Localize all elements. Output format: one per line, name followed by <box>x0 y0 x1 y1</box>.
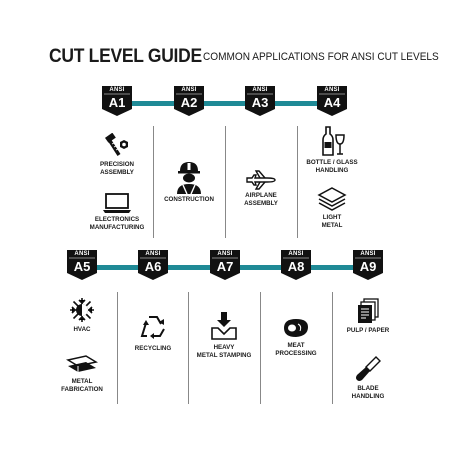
app-bottle-glass-handling <box>292 125 372 175</box>
app-construction <box>149 160 229 204</box>
app-label: RECYCLING <box>134 345 172 352</box>
app-label: ELECTRONICS MANUFACTURING <box>89 216 145 231</box>
app-blade-handling <box>328 355 408 401</box>
badge-level: A2 <box>180 95 198 110</box>
timeline-bar-row1 <box>117 101 327 106</box>
badge-a7 <box>210 250 240 280</box>
app-heavy-metal-stamping <box>184 310 264 360</box>
badge-level: A3 <box>251 95 269 110</box>
badge-level: A7 <box>216 259 234 274</box>
badge-a6 <box>138 250 168 280</box>
utility-knife-icon <box>354 355 382 383</box>
app-recycling <box>113 313 193 353</box>
app-precision-assembly <box>77 133 157 177</box>
app-label: HVAC <box>73 326 91 333</box>
badge-level: A8 <box>287 259 305 274</box>
metal-sheets-icon <box>317 186 347 212</box>
badge-prefix: ANSI <box>109 87 125 93</box>
badge-prefix: ANSI <box>252 87 268 93</box>
app-airplane-assembly <box>221 170 301 208</box>
app-label: PULP / PAPER <box>346 327 390 334</box>
app-pulp-paper <box>328 297 408 335</box>
paper-stack-icon <box>355 297 381 325</box>
app-label: CONSTRUCTION <box>164 196 214 203</box>
badge-prefix: ANSI <box>217 251 233 257</box>
laptop-icon <box>102 192 132 214</box>
app-hvac <box>42 296 122 334</box>
app-label: BLADE HANDLING <box>351 385 385 400</box>
hvac-icon <box>68 296 96 324</box>
app-light-metal <box>292 186 372 230</box>
app-label: MEAT PROCESSING <box>275 342 317 357</box>
badge-prefix: ANSI <box>324 87 340 93</box>
steak-icon <box>280 316 312 340</box>
app-label: PRECISION ASSEMBLY <box>99 161 135 176</box>
app-label: BOTTLE / GLASS HANDLING <box>306 159 358 174</box>
badge-level: A6 <box>144 259 162 274</box>
badge-prefix: ANSI <box>288 251 304 257</box>
app-label: LIGHT METAL <box>321 214 343 229</box>
badge-a4 <box>317 86 347 116</box>
airplane-icon <box>245 170 277 190</box>
badge-a9 <box>353 250 383 280</box>
badge-prefix: ANSI <box>145 251 161 257</box>
badge-a8 <box>281 250 311 280</box>
badge-prefix: ANSI <box>74 251 90 257</box>
bolt-nut-icon <box>103 133 131 159</box>
badge-a1 <box>102 86 132 116</box>
page-title: CUT LEVEL GUIDE <box>49 46 202 67</box>
badge-level: A9 <box>359 259 377 274</box>
badge-a2 <box>174 86 204 116</box>
construction-worker-icon <box>175 160 203 194</box>
app-label: AIRPLANE ASSEMBLY <box>244 192 278 207</box>
recycling-icon <box>137 313 169 343</box>
badge-level: A1 <box>108 95 126 110</box>
badge-prefix: ANSI <box>181 87 197 93</box>
app-electronics-manufacturing <box>77 192 157 232</box>
app-metal-fabrication <box>42 354 122 394</box>
bottle-glass-icon <box>318 125 346 157</box>
app-meat-processing <box>256 316 336 358</box>
badge-level: A5 <box>73 259 91 274</box>
page-subtitle: COMMON APPLICATIONS FOR ANSI CUT LEVELS <box>203 51 439 63</box>
metal-plates-icon <box>66 354 98 376</box>
badge-prefix: ANSI <box>360 251 376 257</box>
app-label: METAL FABRICATION <box>61 378 103 393</box>
stamping-press-icon <box>209 310 239 342</box>
badge-a3 <box>245 86 275 116</box>
badge-a5 <box>67 250 97 280</box>
app-label: HEAVY METAL STAMPING <box>196 344 252 359</box>
badge-level: A4 <box>323 95 341 110</box>
